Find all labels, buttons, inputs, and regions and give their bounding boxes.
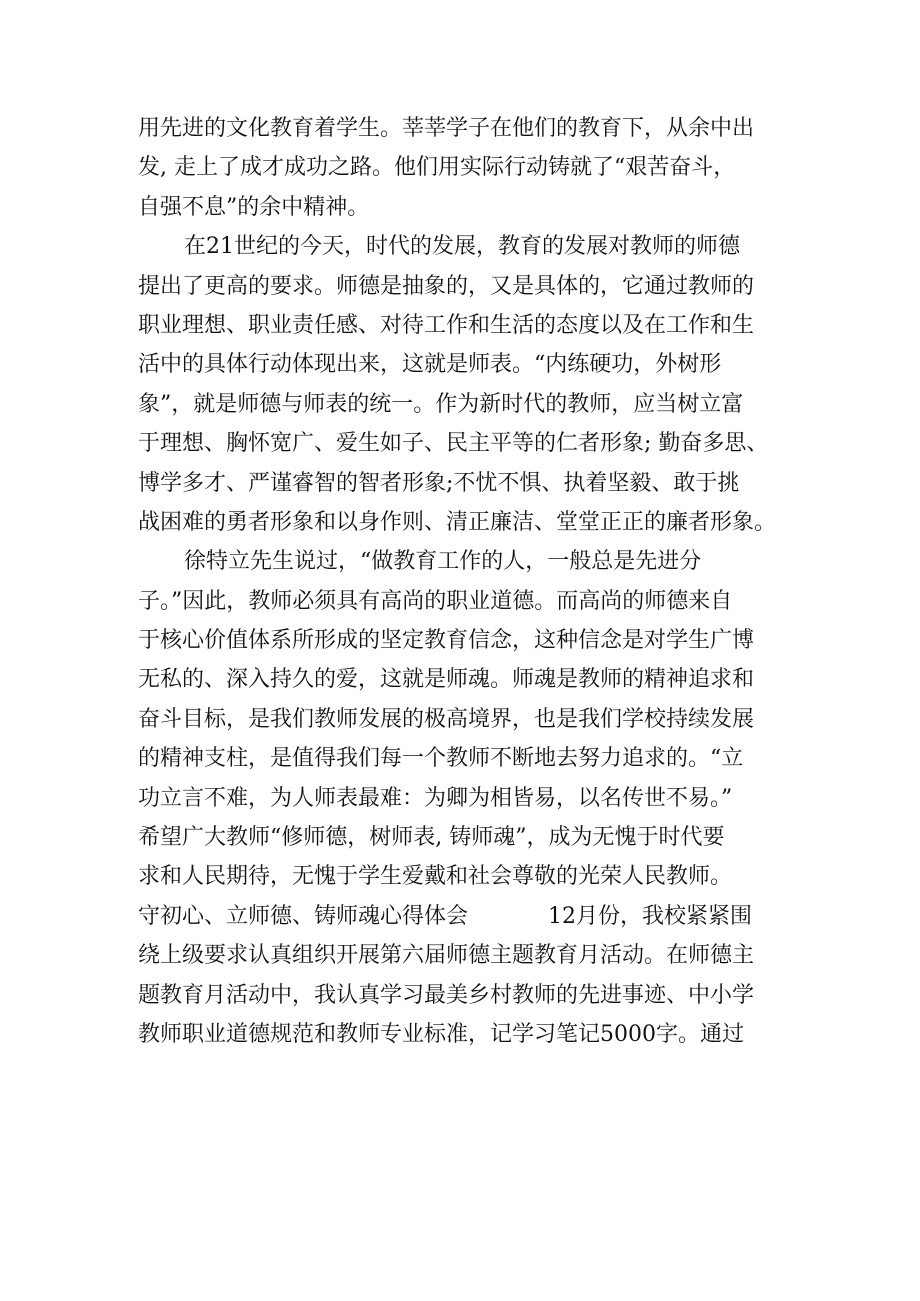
text-line: 奋斗目标，是我们教师发展的极高境界，也是我们学校持续发展 — [138, 706, 755, 732]
section-title-line — [138, 897, 798, 936]
text-line: 的精神支柱，是值得我们每一个教师不断地去努力追求的。“立 — [138, 746, 744, 772]
text-line: 徐特立先生说过，“做教育工作的人，一般总是先进分 — [184, 549, 702, 575]
text-line: 12月份，我校紧紧围 — [548, 903, 752, 929]
text-line: 自强不息”的余中精神。 — [138, 194, 370, 220]
text-line: 功立言不难，为人师表最难：为卿为相皆易，以名传世不易。” — [138, 785, 733, 811]
text-line: 战困难的勇者形象和以身作则、清正廉洁、堂堂正正的廉者形象。 — [138, 509, 777, 535]
document-body — [138, 109, 798, 1054]
text-line: 于理想、胸怀宽广、爱生如子、民主平等的仁者形象; 勤奋多思、 — [138, 431, 769, 457]
paragraph-1 — [138, 109, 798, 227]
section-title: 守初心、立师德、铸师魂心得体会 — [138, 903, 469, 929]
text-line: 子。”因此，教师必须具有高尚的职业道德。而高尚的师德来自 — [138, 588, 733, 614]
text-line: 用先进的文化教育着学生。莘莘学子在他们的教育下，从余中出 — [138, 116, 755, 141]
text-line: 博学多才、严谨睿智的智者形象;不忧不惧、执着坚毅、敢于挑 — [138, 470, 740, 496]
text-line: 绕上级要求认真组织开展第六届师德主题教育月活动。在师德主 — [138, 943, 755, 969]
text-line: 教师职业道德规范和教师专业标准，记学习笔记5000字。通过 — [138, 1021, 744, 1047]
text-line: 职业理想、职业责任感、对待工作和生活的态度以及在工作和生 — [138, 312, 755, 338]
section-2 — [138, 897, 798, 1055]
text-line: 提出了更高的要求。师德是抽象的，又是具体的，它通过教师的 — [138, 273, 755, 299]
text-line: 无私的、深入持久的爱，这就是师魂。师魂是教师的精神追求和 — [138, 667, 755, 693]
text-line: 求和人民期待，无愧于学生爱戴和社会尊敬的光荣人民教师。 — [138, 864, 733, 890]
paragraph-2 — [138, 227, 798, 542]
paragraph-3 — [138, 542, 798, 897]
text-line: 发, 走上了成才成功之路。他们用实际行动铸就了“艰苦奋斗， — [138, 155, 736, 181]
text-line: 象”，就是师德与师表的统一。作为新时代的教师，应当树立富 — [138, 391, 744, 417]
text-line: 题教育月活动中，我认真学习最美乡村教师的先进事迹、中小学 — [138, 982, 755, 1008]
text-line: 在21世纪的今天，时代的发展，教育的发展对教师的师德 — [184, 234, 740, 260]
text-line: 活中的具体行动体现出来，这就是师表。“内练硬功，外树形 — [138, 352, 722, 378]
text-line: 希望广大教师“修师德，树师表, 铸师魂”，成为无愧于时代要 — [138, 825, 725, 851]
text-line: 于核心价值体系所形成的坚定教育信念，这种信念是对学生广博 — [138, 628, 755, 654]
